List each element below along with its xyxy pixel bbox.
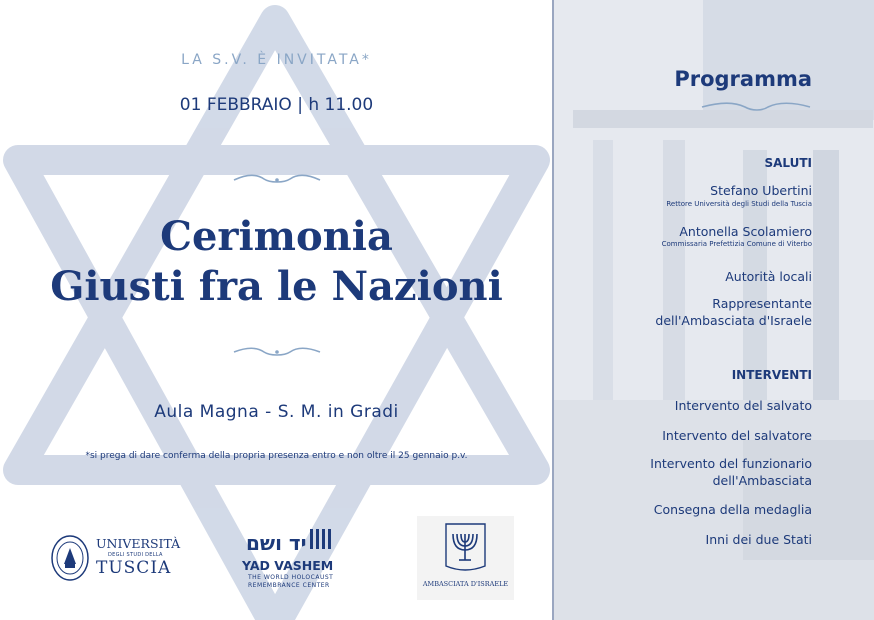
programma-title: Programma	[674, 67, 812, 91]
panel-divider	[552, 0, 554, 620]
event-date: 01 FEBBRAIO | h 11.00	[179, 95, 374, 115]
intervento-4: Consegna della medaglia	[653, 502, 812, 517]
yad-vashem-tagline2: REMEMBRANCE CENTER	[248, 582, 330, 589]
yad-vashem-hebrew: יד ושם	[246, 531, 307, 555]
university-seal-icon	[50, 534, 90, 582]
intervento-1: Intervento del salvato	[674, 398, 812, 413]
yad-vashem-tagline1: THE WORLD HOLOCAUST	[248, 574, 334, 581]
university-name-line1: UNIVERSITÀ	[96, 536, 181, 551]
menorah-emblem-icon	[443, 522, 488, 574]
programma-panel	[553, 0, 874, 620]
university-logo	[50, 530, 190, 586]
embassy-logo	[417, 516, 514, 600]
university-name-line2: DEGLI STUDI DELLA	[108, 552, 163, 558]
programma-ornament-icon	[700, 100, 812, 114]
interventi-heading: INTERVENTI	[731, 368, 812, 382]
event-title-line2: Giusti fra le Nazioni	[50, 263, 503, 310]
ornament-top-icon	[232, 172, 322, 186]
yad-vashem-logo	[240, 525, 350, 595]
intervento-2: Intervento del salvatore	[662, 428, 812, 443]
intervento-3-line2: dell'Ambasciata	[712, 473, 812, 488]
event-venue: Aula Magna - S. M. in Gradi	[154, 402, 399, 422]
saluti-speaker-4-line1: Rappresentante	[712, 296, 812, 311]
intervento-3-line1: Intervento del funzionario	[650, 456, 812, 471]
saluti-speaker-2-role: Commissaria Prefettizia Comune di Viterbo	[661, 240, 812, 248]
saluti-speaker-2: Antonella Scolamiero	[679, 224, 812, 239]
intervento-5: Inni dei due Stati	[705, 532, 812, 547]
event-title-line1: Cerimonia	[160, 213, 393, 260]
rsvp-note: *si prega di dare conferma della propria presenza entro e non oltre il 25 gennaio p.v.	[85, 451, 468, 461]
invited-text: LA S.V. È INVITATA*	[181, 52, 372, 68]
yad-vashem-name: YAD VASHEM	[242, 558, 334, 573]
saluti-speaker-1: Stefano Ubertini	[710, 183, 812, 198]
yad-vashem-flame-icon	[306, 525, 334, 557]
saluti-speaker-3: Autorità locali	[725, 269, 812, 284]
saluti-speaker-1-role: Rettore Università degli Studi della Tuscia	[666, 200, 812, 208]
saluti-speaker-4-line2: dell'Ambasciata d'Israele	[655, 313, 812, 328]
saluti-heading: SALUTI	[764, 156, 812, 170]
university-name-line3: TUSCIA	[96, 558, 172, 578]
ornament-bottom-icon	[232, 345, 322, 359]
embassy-label: AMBASCIATA D'ISRAELE	[422, 580, 509, 588]
